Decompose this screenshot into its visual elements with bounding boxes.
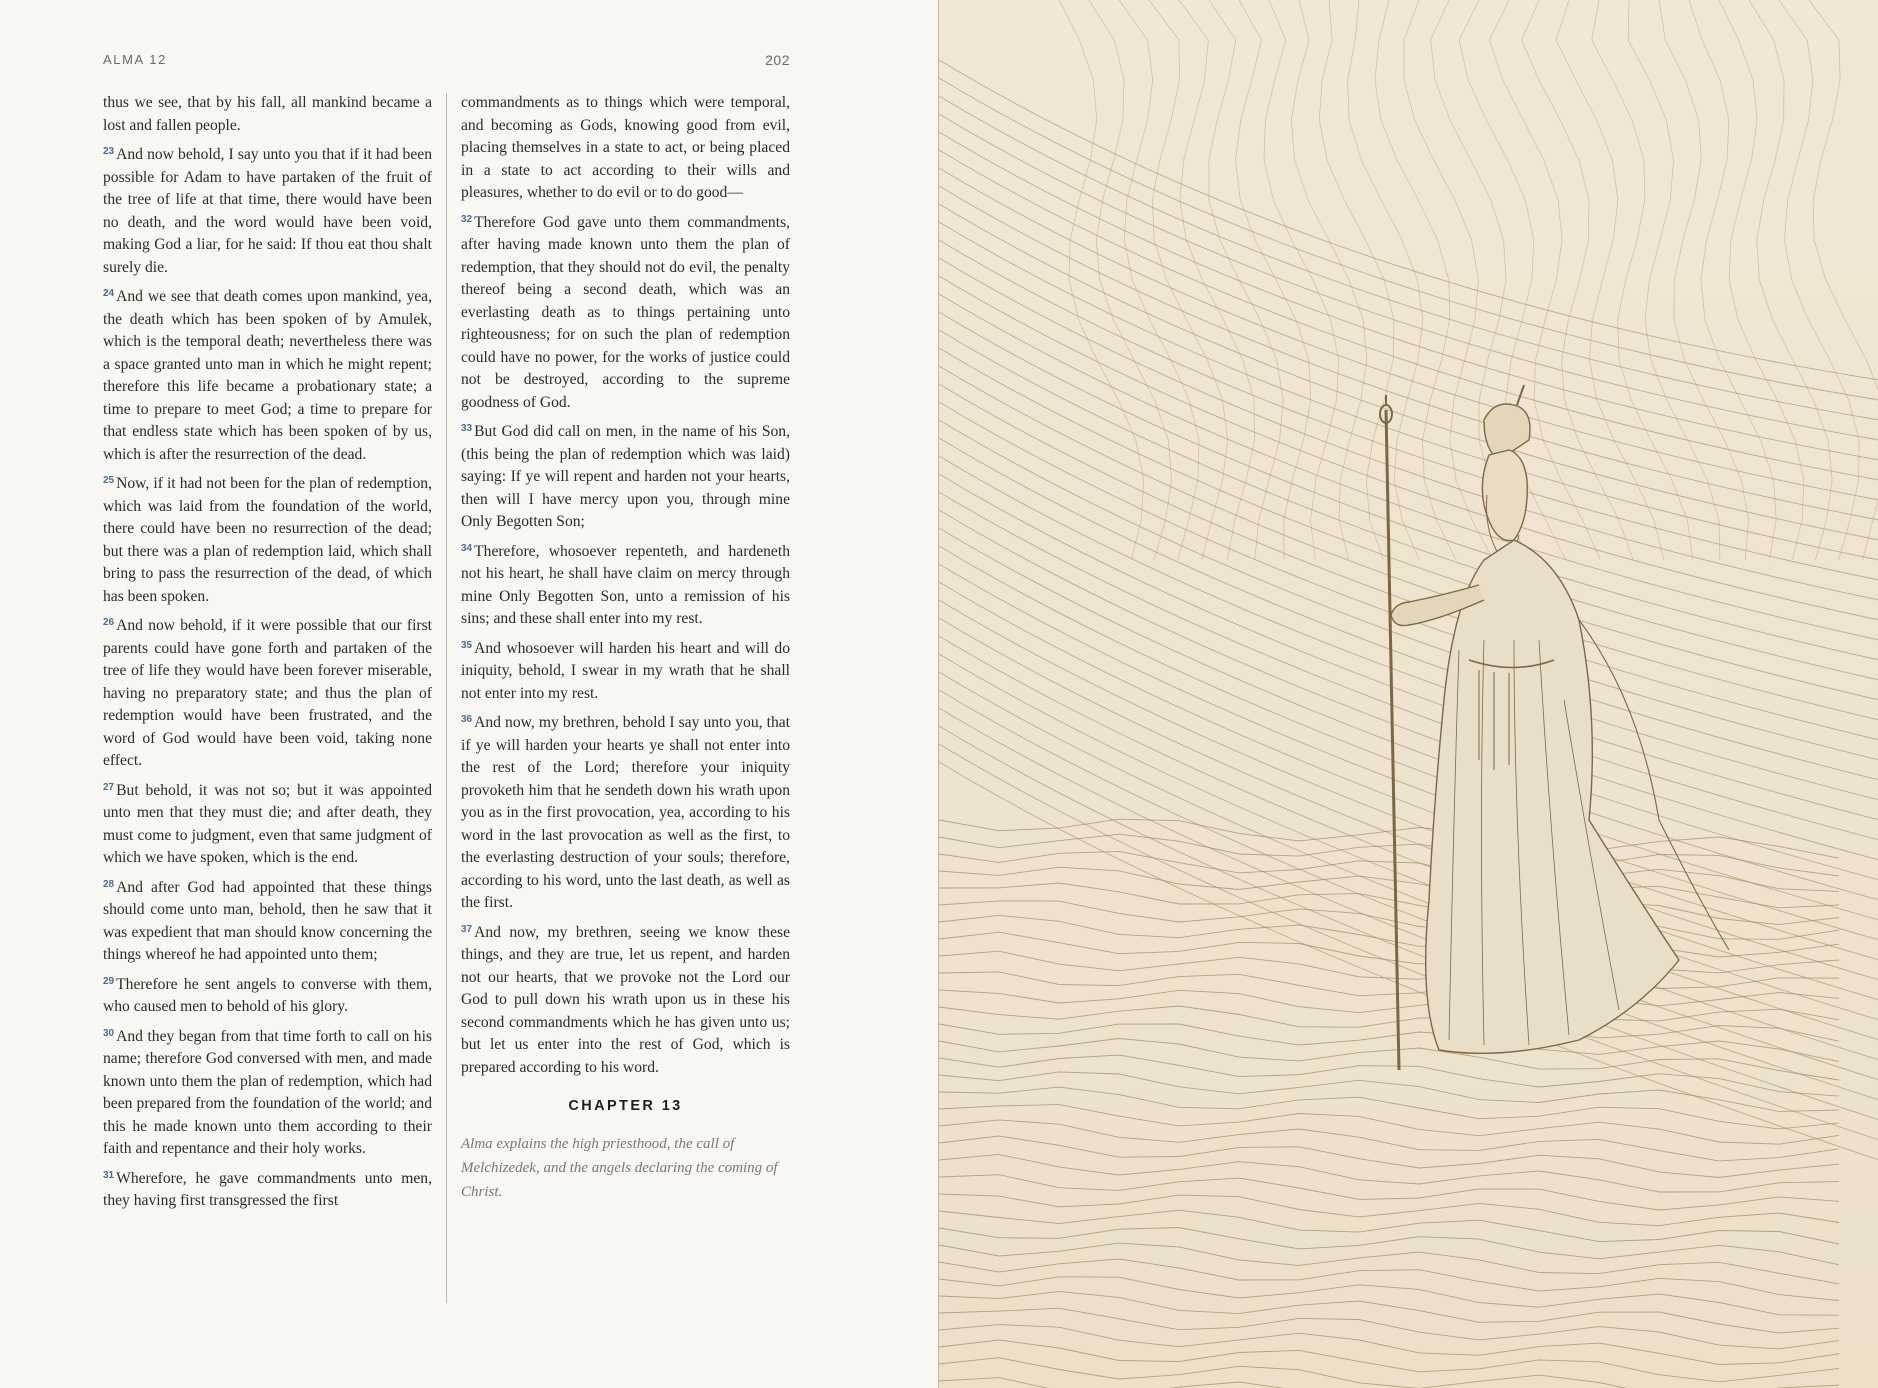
- verse: [103, 141, 432, 279]
- chapter-summary: Alma explains the high priesthood, the call of Melchizedek, and the angels declaring the coming of Christ.: [461, 1135, 778, 1200]
- verse-text: But behold, it was not so; but it was appointed unto men that they must die; and after death, they must come to judgment, even that same judgment of which we have spoken, which is the end.: [103, 781, 432, 866]
- verse-number: 28: [103, 878, 115, 890]
- verse-text: And they began from that time forth to call on his name; therefore God conversed with men, and made known unto them the plan of redemption, which had been prepared from the foundation of the world; and this he made known unto them according to their faith and repentance and their holy works.: [103, 1027, 432, 1157]
- running-head: [103, 52, 790, 72]
- verse-number: 23: [103, 146, 115, 157]
- column-divider: [446, 93, 447, 1303]
- verse-number: 27: [103, 781, 115, 793]
- verse: [461, 209, 790, 415]
- verse-text: And now behold, if it were possible that our first parents could have gone forth and partaken of the tree of life they would have been forever miserable, having no preparatory state; and thus the plan of redemption would have been frustrated, and the word of God would have been void, taking none effect.: [103, 617, 432, 769]
- verse-text: Wherefore, he gave commandments unto men, they having first transgressed the first: [103, 1169, 432, 1209]
- verse: [461, 635, 790, 706]
- verse-text: And whosoever will harden his heart and will do iniquity, behold, I swear in my wrath that he shall not enter into my rest.: [461, 639, 790, 702]
- verse-number: 33: [461, 423, 473, 434]
- verse-number: 24: [103, 288, 115, 299]
- page-number: 202: [765, 52, 790, 68]
- verse-number: 36: [461, 714, 473, 725]
- verse: [103, 92, 432, 137]
- book-chapter-label: ALMA 12: [103, 52, 167, 67]
- verse-text: commandments as to things which were temporal, and becoming as Gods, knowing good from evil, placing themselves in a state to act, or being placed in a state to act according to their wills and pleasures, whether to do evil or to do good—: [461, 94, 790, 201]
- verse-text: Therefore, whosoever repenteth, and hardeneth not his heart, he shall have claim on mercy through mine Only Begotten Son, unto a remission of his sins; and these shall enter into my rest.: [461, 542, 790, 627]
- verse: [103, 470, 432, 608]
- verse-text: And we see that death comes upon mankind, yea, the death which has been spoken of by Amulek, which is the temporal death; nevertheless there was a space granted unto man in which he might repent; therefore this life became a probationary state; a time to prepare to meet God; a time to prepare for that endless state which has been spoken of by us, which is after the resurrection of the dead.: [103, 288, 432, 463]
- verse: [461, 92, 790, 205]
- left-page: [0, 0, 938, 1388]
- verse-text: Now, if it had not been for the plan of redemption, which was laid from the foundation of the world, there could have been no resurrection of the dead; but there was a plan of redemption laid, which shall bring to pass the resurrection of the dead, of which has been spoken.: [103, 475, 432, 605]
- verse-number: 25: [103, 475, 115, 486]
- verse-text: Therefore God gave unto them commandments, after having made known unto them the plan of redemption, that they should not do evil, the penalty thereof being a second death, which was an everlasting death as to things pertaining unto righteousness; for on such the plan of redemption could have no power, for the works of justice could not be destroyed, according to the supreme goodness of God.: [461, 213, 790, 411]
- verse-text: But God did call on men, in the name of his Son, (this being the plan of redemption which was laid) saying: If ye will repent and harden not your hearts, then will I have mercy upon you, through mine Only Begotten Son;: [461, 423, 790, 530]
- verse: [461, 709, 790, 915]
- verse-text: Therefore he sent angels to converse with them, who caused men to behold of his glory.: [103, 975, 432, 1015]
- verse: [461, 538, 790, 631]
- verse: [461, 919, 790, 1080]
- verse: [103, 971, 432, 1019]
- verse: [103, 874, 432, 967]
- verse-text: And now, my brethren, seeing we know these things, and they are true, let us repent, and harden not our hearts, that we provoke not the Lord our God to pull down his wrath upon us in these his second commandments which he has given unto us; but let us enter into the rest of God, which is prepared according to his word.: [461, 923, 790, 1076]
- chapter-heading: CHAPTER 13: [568, 1098, 683, 1114]
- verse-text: And after God had appointed that these things should come unto man, behold, then he saw that it was expedient that man should know concerning the things whereof he had appointed unto them;: [103, 878, 432, 963]
- verse: [103, 283, 432, 466]
- text-column-right: [461, 92, 790, 1204]
- verse: [103, 1165, 432, 1213]
- illustration-page: [938, 0, 1878, 1388]
- robed-figure-with-staff-icon: [939, 0, 1878, 1388]
- verse: [461, 418, 790, 534]
- verse-text: thus we see, that by his fall, all mankind became a lost and fallen people.: [103, 94, 432, 134]
- verse-number: 30: [103, 1027, 115, 1039]
- verse-number: 29: [103, 975, 115, 987]
- verse-text: And now behold, I say unto you that if it had been possible for Adam to have partaken of the fruit of the tree of life at that time, there would have been no death, and the word would have been void, making God a liar, for he said: If thou eat thou shalt surely die.: [103, 146, 432, 276]
- verse: [103, 777, 432, 870]
- verse-number: 32: [461, 213, 473, 225]
- verse-number: 31: [103, 1169, 115, 1181]
- text-column-left: [103, 92, 432, 1217]
- verse-number: 35: [461, 639, 473, 651]
- verse: [103, 612, 432, 773]
- verse: [103, 1023, 432, 1161]
- verse-text: And now, my brethren, behold I say unto you, that if ye will harden your hearts ye shall not enter into the rest of the Lord; therefore your iniquity provoketh him that he sendeth down his wrath upon you as in the first provocation, yea, according to his word in the last provocation as well as the first, to the everlasting destruction of your souls; therefore, according to his word, unto the last death, as well as the first.: [461, 714, 790, 911]
- verse-number: 26: [103, 617, 115, 628]
- verse-number: 34: [461, 542, 473, 554]
- verse-number: 37: [461, 923, 473, 935]
